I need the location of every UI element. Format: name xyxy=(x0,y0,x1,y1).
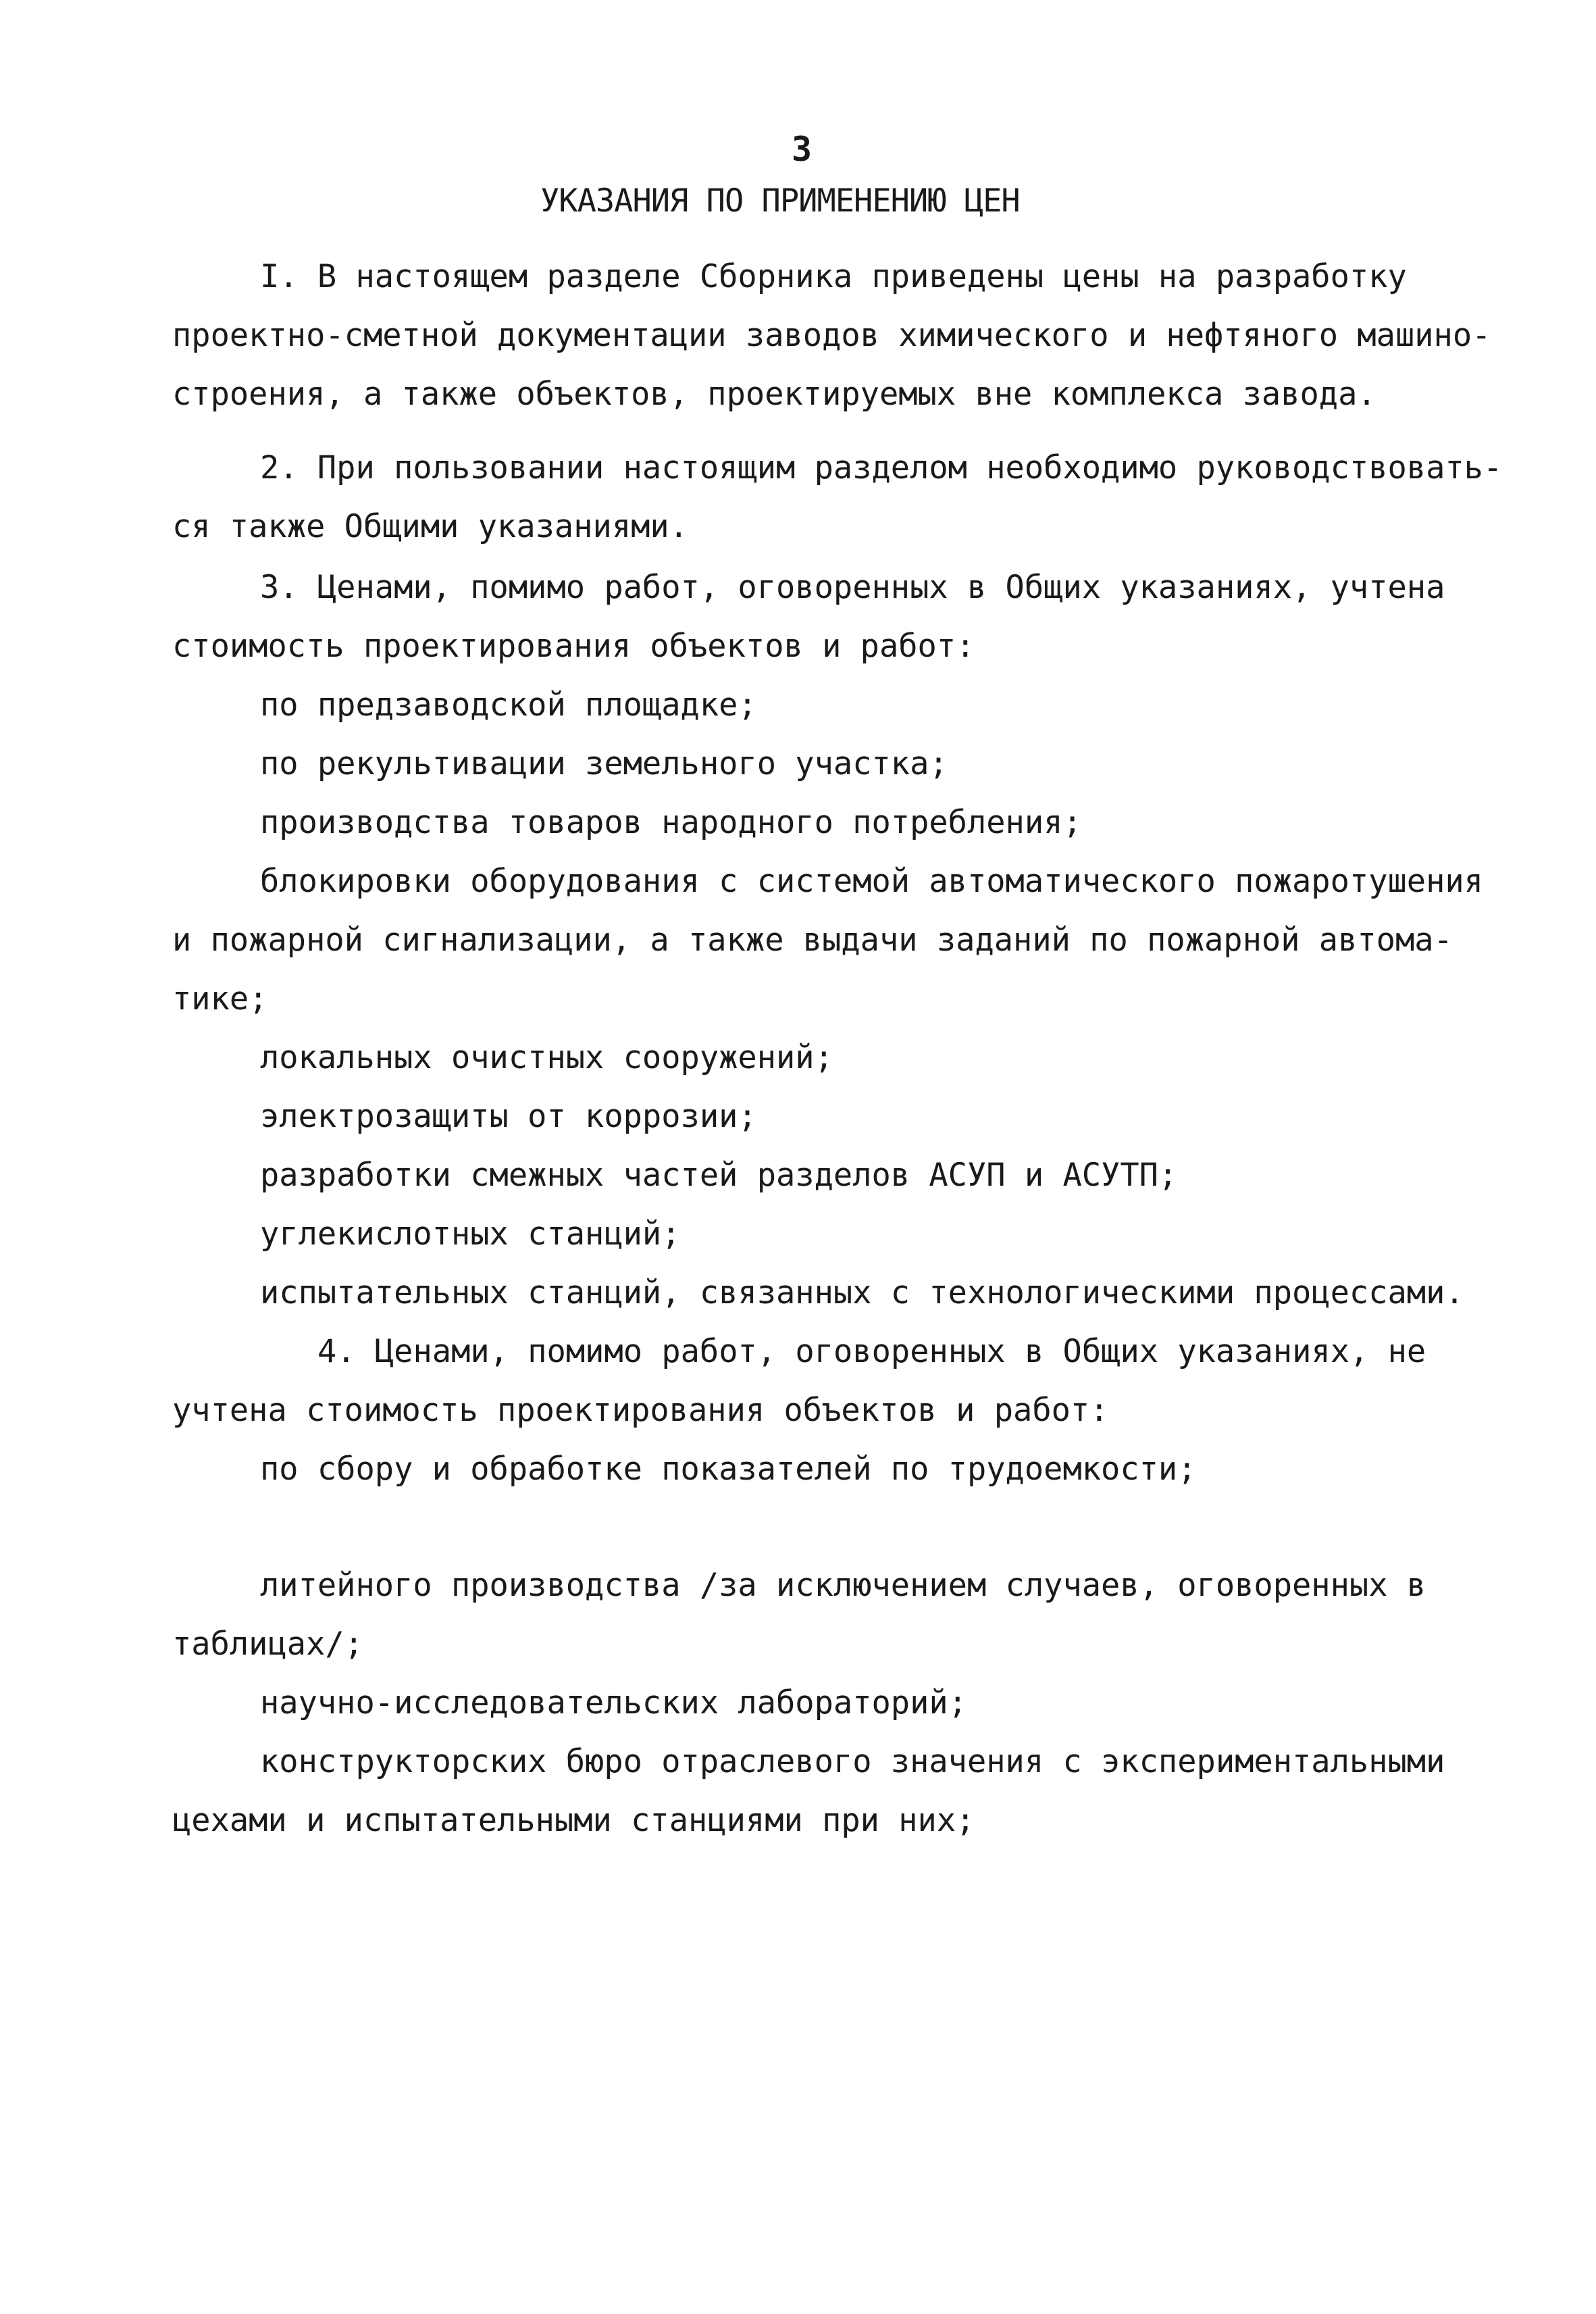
text-line: строения, а также объектов, проектируемых вне комплекса завода. xyxy=(172,376,1376,413)
text-line: проектно-сметной документации заводов химического и нефтяного машино- xyxy=(172,317,1491,354)
text-line: научно-исследовательских лабораторий; xyxy=(260,1684,967,1721)
text-line: электрозащиты от коррозии; xyxy=(260,1098,757,1135)
text-line: и пожарной сигнализации, а также выдачи заданий по пожарной автома- xyxy=(172,922,1453,959)
text-line: стоимость проектирования объектов и работ: xyxy=(172,628,975,665)
text-line: цехами и испытательными станциями при них; xyxy=(172,1802,975,1839)
text-line: испытательных станций, связанных с технологическими процессами. xyxy=(260,1274,1464,1311)
text-line: углекислотных станций; xyxy=(260,1215,681,1253)
text-line: 3. Ценами, помимо работ, оговоренных в Общих указаниях, учтена xyxy=(260,569,1445,606)
text-line: учтена стоимость проектирования объектов и работ: xyxy=(172,1392,1109,1429)
text-line: таблицах/; xyxy=(172,1626,363,1663)
text-line: производства товаров народного потребления; xyxy=(260,804,1082,841)
text-line: блокировки оборудования с системой автоматического пожаротушения xyxy=(260,863,1483,900)
text-line: по предзаводской площадке; xyxy=(260,686,757,724)
section-heading: УКАЗАНИЯ ПО ПРИМЕНЕНИЮ ЦЕН xyxy=(540,182,1020,220)
text-line: 4. Ценами, помимо работ, оговоренных в Общих указаниях, не xyxy=(317,1333,1426,1370)
text-line: литейного производства /за исключением случаев, оговоренных в xyxy=(260,1567,1426,1604)
text-line: по сбору и обработке показателей по трудоемкости; xyxy=(260,1451,1197,1488)
text-line: по рекультивации земельного участка; xyxy=(260,745,948,782)
text-line: ся также Общими указаниями. xyxy=(172,508,689,545)
text-line: конструкторских бюро отраслевого значения с экспериментальными xyxy=(260,1743,1445,1780)
text-line: тике; xyxy=(172,980,268,1017)
text-line: локальных очистных сооружений; xyxy=(260,1039,833,1076)
text-line: I. В настоящем разделе Сборника приведены цены на разработку xyxy=(260,258,1407,295)
page-number: 3 xyxy=(792,130,813,169)
text-line: разработки смежных частей разделов АСУП и АСУТП; xyxy=(260,1157,1178,1194)
text-line: 2. При пользовании настоящим разделом необходимо руководствовать- xyxy=(260,449,1503,486)
